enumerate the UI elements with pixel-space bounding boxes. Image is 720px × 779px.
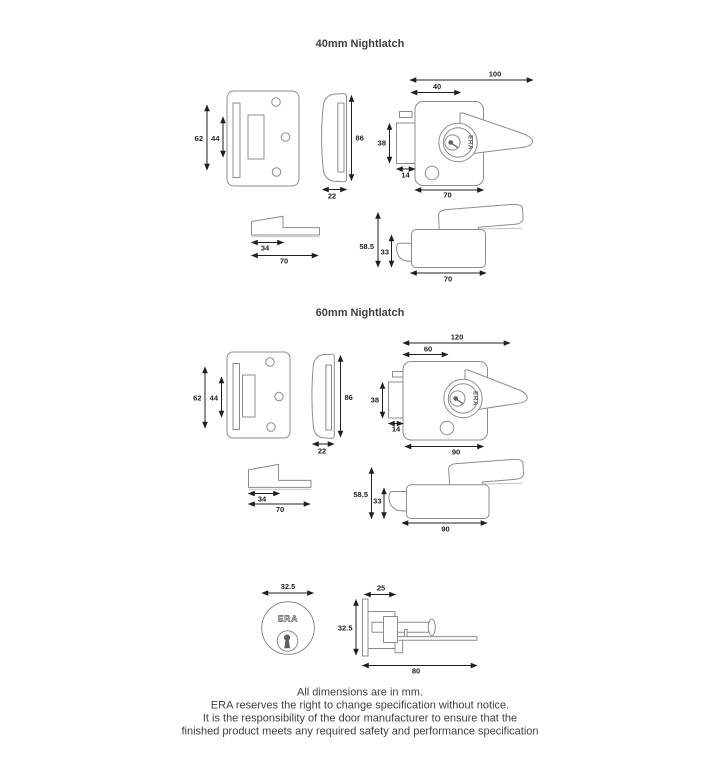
dim-label: 62 — [193, 393, 202, 403]
dim-label: 40 — [432, 82, 442, 91]
dim-keep-height-60 — [193, 367, 205, 428]
footer-notes — [181, 687, 538, 738]
dim-keep-height-40 — [195, 105, 207, 170]
footer-line-2: ERA reserves the right to change specification without notice. — [210, 699, 510, 712]
profile-view-60 — [312, 354, 353, 455]
keep-front-view-60 — [193, 352, 290, 438]
era-logo-text: ERA — [466, 135, 474, 150]
dim-label: 44 — [209, 393, 218, 403]
dim-cylinder-body-depth — [365, 584, 396, 595]
dim-label: 22 — [327, 191, 337, 201]
dim-label: 38 — [377, 138, 386, 148]
dim-label: 58.5 — [359, 242, 374, 251]
footer-line-4: finished product meets any required safety and performance specification — [181, 725, 539, 738]
dim-case-side-height-40 — [381, 235, 392, 267]
dim-overall-width-40 — [410, 70, 533, 81]
dim-label: 34 — [260, 243, 270, 253]
dim-keep-slot-height-40 — [211, 117, 223, 157]
dim-label: 38 — [370, 395, 379, 405]
keep-plate — [227, 352, 290, 438]
lock-front-view-40 — [378, 70, 533, 200]
dim-label: 100 — [488, 69, 502, 79]
keep-side-view-60 — [249, 464, 312, 514]
dim-label: 14 — [391, 424, 401, 434]
dim-label: 33 — [380, 247, 389, 257]
dim-label: 70 — [279, 256, 289, 266]
dim-case-side-height-60 — [373, 488, 384, 519]
lock-case-side — [407, 485, 490, 519]
profile-body — [312, 354, 334, 438]
dim-keep-box-width-60 — [249, 494, 280, 504]
cylinder-side-view — [338, 584, 477, 676]
dim-label: 70 — [443, 190, 452, 200]
cylinder-barrel — [372, 622, 429, 632]
keep-plate — [227, 91, 299, 186]
dim-label: 58.5 — [353, 490, 368, 499]
lever-shadow-edge — [483, 483, 523, 484]
lock-case-side — [412, 230, 486, 268]
dim-label: 62 — [194, 134, 203, 143]
dim-profile-depth-40 — [323, 190, 347, 201]
cylinder-tail-bar — [398, 637, 478, 641]
era-logo-text: ERA — [471, 391, 479, 406]
dim-backset-40 — [411, 82, 461, 93]
dim-label: 90 — [441, 524, 450, 534]
dim-cylinder-height — [338, 600, 356, 656]
dim-overall-width-60 — [403, 333, 510, 344]
dim-label: 32.5 — [280, 582, 296, 591]
dim-label: 25 — [376, 583, 386, 593]
latch-bolt — [397, 123, 416, 164]
latch-bolt-side — [397, 243, 412, 261]
dim-label: 44 — [211, 134, 220, 143]
dim-overall-height-60 — [353, 468, 371, 519]
cylinder-end-cap — [428, 619, 435, 635]
dim-keep-overall-width-40 — [252, 256, 319, 266]
keep-side-profile — [249, 464, 312, 487]
section-title-40: 40mm Nightlatch — [315, 38, 405, 50]
footer-line-3: It is the responsibility of the door manufacturer to ensure that the — [202, 712, 518, 725]
keep-side-view-40 — [252, 216, 320, 265]
dim-keep-slot-height-60 — [210, 377, 222, 417]
dim-cylinder-diameter — [262, 582, 314, 593]
latch-guide — [393, 372, 404, 378]
dim-label: 33 — [373, 496, 382, 506]
dim-label: 34 — [257, 494, 267, 504]
cylinder-section — [262, 582, 477, 676]
dim-label: 22 — [317, 446, 327, 456]
dim-cylinder-overall-length — [363, 666, 478, 676]
dim-case-side-width-60 — [402, 523, 487, 534]
keyhole-pin — [284, 635, 290, 641]
dim-case-side-width-40 — [411, 273, 487, 284]
nightlatch-60-section — [193, 307, 527, 534]
dim-label: 70 — [443, 274, 453, 284]
dim-label: 70 — [275, 505, 285, 514]
latch-bolt — [389, 382, 404, 418]
dim-overall-height-40 — [359, 213, 378, 268]
lever-shadow-edge — [479, 228, 522, 229]
lock-front-view-60 — [371, 333, 528, 457]
dim-label: 86 — [355, 133, 364, 143]
dim-case-height-60 — [371, 383, 383, 419]
dim-label: 120 — [450, 332, 464, 342]
dim-label: 90 — [451, 447, 461, 457]
profile-body — [322, 94, 347, 182]
dim-case-width-60 — [405, 447, 484, 457]
dim-label: 80 — [411, 666, 421, 676]
latch-guide — [400, 112, 413, 118]
profile-view-40 — [322, 94, 364, 201]
dim-case-width-40 — [415, 190, 484, 200]
cylinder-mount-block — [384, 617, 398, 643]
keep-front-view-40 — [195, 91, 299, 186]
keep-side-profile — [252, 216, 320, 235]
dim-keep-overall-width-60 — [249, 504, 311, 514]
nightlatch-40-section — [195, 38, 533, 284]
lock-side-view-40 — [359, 204, 523, 283]
cylinder-rose-plate — [363, 599, 369, 656]
dim-label: 32.5 — [337, 623, 353, 633]
era-logo-outlined: ERA — [277, 613, 299, 624]
cylinder-front-view — [262, 582, 315, 654]
dim-label: 60 — [423, 344, 433, 354]
dim-label: 14 — [401, 170, 410, 180]
dim-latch-width-60 — [389, 424, 404, 434]
dim-backset-60 — [403, 345, 448, 355]
dim-latch-width-40 — [397, 169, 416, 180]
dim-label: 86 — [344, 393, 353, 402]
section-title-60: 60mm Nightlatch — [315, 307, 405, 319]
footer-line-1: All dimensions are in mm. — [297, 686, 423, 699]
dim-profile-height-40 — [352, 96, 364, 181]
latch-bolt-side — [389, 492, 407, 512]
dim-keep-box-width-40 — [252, 243, 284, 253]
lock-side-view-60 — [353, 459, 523, 533]
dim-profile-height-60 — [341, 356, 353, 438]
dim-profile-depth-60 — [313, 444, 335, 456]
dim-case-height-40 — [378, 124, 390, 164]
